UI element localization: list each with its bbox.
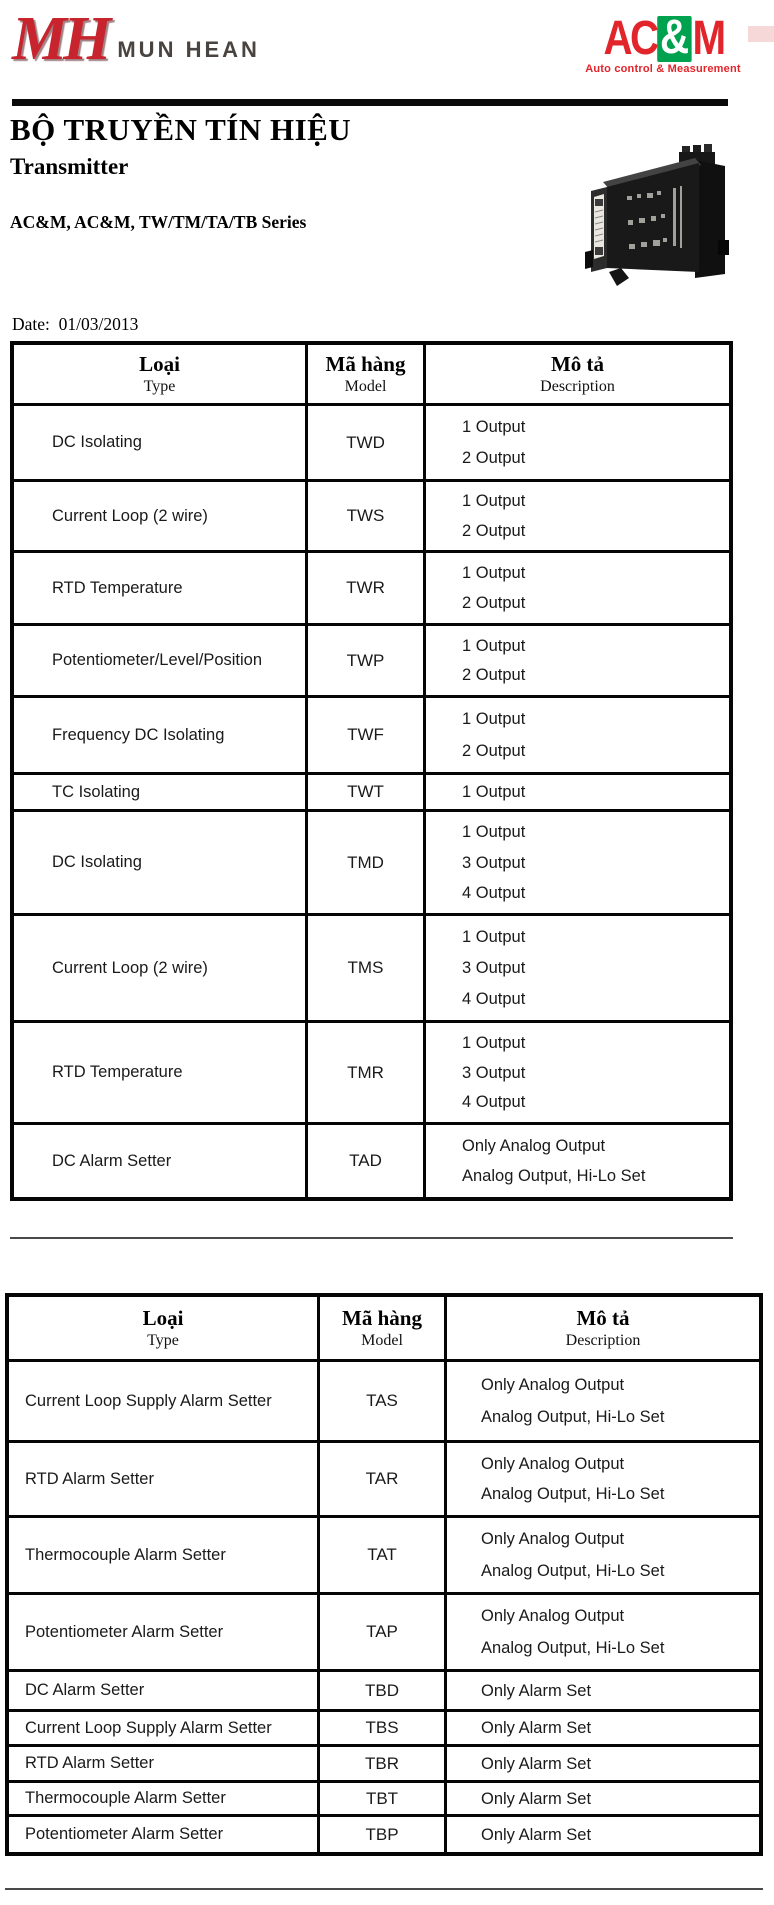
description-line: Analog Output, Hi-Lo Set — [481, 1408, 665, 1427]
model-cell: TBR — [317, 1747, 444, 1780]
model-cell: TAT — [317, 1518, 444, 1592]
table-underline — [5, 1888, 763, 1890]
type-cell: TC Isolating — [52, 782, 141, 801]
description-line: 2 Output — [462, 594, 526, 612]
header-ma-hang: Mã hàng — [325, 351, 406, 376]
type-cell: RTD Temperature — [52, 1063, 183, 1081]
description-line: Analog Output, Hi-Lo Set — [481, 1561, 665, 1580]
column-header-model — [305, 345, 423, 403]
description-cell — [444, 1443, 759, 1515]
model-cell: TAS — [317, 1362, 444, 1440]
type-cell: Current Loop Supply Alarm Setter — [25, 1391, 272, 1410]
type-cell: Thermocouple Alarm Setter — [25, 1545, 226, 1564]
description-cell — [423, 698, 729, 772]
column-header-type — [9, 1297, 317, 1359]
type-cell: Current Loop Supply Alarm Setter — [25, 1718, 272, 1737]
description-line: Only Analog Output — [481, 1454, 625, 1473]
description-line: 1 Output — [462, 636, 526, 655]
description-line: 3 Output — [462, 853, 526, 872]
type-cell: DC Isolating — [52, 433, 142, 451]
header-model: Model — [361, 1331, 403, 1349]
table-row — [9, 1709, 759, 1744]
mh-monogram-icon: MH — [12, 5, 108, 73]
table-row — [9, 1814, 759, 1852]
table-header-row — [14, 345, 729, 406]
transmitter-product-photo — [583, 144, 741, 292]
type-cell: Potentiometer Alarm Setter — [25, 1622, 224, 1641]
alarm-setter-table — [5, 1293, 763, 1856]
table-row — [9, 1780, 759, 1814]
model-cell: TBT — [317, 1783, 444, 1814]
model-cell: TBD — [317, 1672, 444, 1709]
type-cell: DC Alarm Setter — [25, 1681, 145, 1699]
description-line: Analog Output, Hi-Lo Set — [462, 1167, 646, 1186]
table-row — [14, 479, 729, 550]
table-body — [9, 1362, 759, 1852]
description-cell — [423, 1023, 729, 1122]
description-line: Only Alarm Set — [481, 1789, 592, 1808]
header-mo-ta: Mô tả — [576, 1305, 630, 1330]
column-header-model — [317, 1297, 444, 1359]
header-divider — [12, 99, 728, 106]
model-cell: TBS — [317, 1712, 444, 1744]
description-line: 2 Output — [462, 666, 526, 685]
table-header-row — [9, 1297, 759, 1362]
table-row — [14, 406, 729, 479]
description-line: Analog Output, Hi-Lo Set — [481, 1638, 665, 1657]
description-line: 1 Output — [462, 928, 526, 946]
page-title-english: Transmitter — [10, 154, 129, 179]
table-body — [14, 406, 729, 1197]
description-cell — [444, 1595, 759, 1669]
model-cell: TAP — [317, 1595, 444, 1669]
model-cell: TWF — [305, 698, 423, 772]
table-row — [9, 1440, 759, 1515]
type-cell: Frequency DC Isolating — [52, 725, 225, 744]
description-line: Only Analog Output — [462, 1136, 606, 1155]
type-cell: RTD Alarm Setter — [25, 1469, 154, 1488]
description-line: Only Analog Output — [481, 1530, 625, 1549]
description-cell — [444, 1747, 759, 1780]
description-line: 3 Output — [462, 1063, 526, 1082]
type-cell: Potentiometer Alarm Setter — [25, 1825, 224, 1843]
table-row — [14, 772, 729, 809]
description-line: Only Alarm Set — [481, 1719, 592, 1737]
description-line: 4 Output — [462, 1093, 526, 1112]
header-mo-ta: Mô tả — [550, 351, 605, 376]
description-line: 2 Output — [462, 449, 526, 467]
type-cell: Current Loop (2 wire) — [52, 958, 208, 977]
acm-ampersand-icon: & — [657, 16, 691, 62]
acm-logo-letters — [602, 11, 724, 65]
table-row — [9, 1592, 759, 1669]
table-row — [9, 1669, 759, 1709]
description-line: Only Alarm Set — [481, 1681, 592, 1700]
model-cell: TWS — [305, 482, 423, 550]
table-row — [14, 913, 729, 1020]
type-cell: Potentiometer/Level/Position — [52, 651, 263, 669]
description-cell — [423, 482, 729, 550]
series-subtitle: AC&M, AC&M, TW/TM/TA/TB Series — [10, 212, 307, 232]
header-description: Description — [540, 377, 615, 395]
description-line: Analog Output, Hi-Lo Set — [481, 1485, 665, 1504]
description-line: Only Alarm Set — [481, 1825, 592, 1844]
table-row — [14, 623, 729, 695]
type-cell: RTD Temperature — [52, 578, 183, 597]
table-row — [14, 1020, 729, 1122]
model-cell: TAD — [305, 1125, 423, 1197]
description-line: 1 Output — [462, 823, 526, 842]
model-cell: TWD — [305, 406, 423, 479]
description-cell — [444, 1783, 759, 1814]
header-type: Type — [143, 377, 176, 395]
description-cell — [444, 1712, 759, 1744]
description-line: 1 Output — [462, 710, 526, 729]
table-row — [9, 1362, 759, 1440]
header-loai: Loại — [139, 351, 180, 376]
model-cell: TMD — [305, 812, 423, 913]
model-cell: TWT — [305, 775, 423, 809]
type-cell: DC Alarm Setter — [52, 1151, 172, 1170]
acm-tagline: Auto control & Measurement — [585, 63, 741, 75]
description-cell — [423, 553, 729, 623]
type-cell: DC Isolating — [52, 853, 142, 871]
scan-artifact — [748, 26, 774, 42]
column-header-description — [423, 345, 729, 403]
description-line: 1 Output — [462, 783, 526, 801]
type-cell: RTD Alarm Setter — [25, 1754, 154, 1772]
description-cell — [444, 1362, 759, 1440]
model-cell: TWR — [305, 553, 423, 623]
description-line: Only Alarm Set — [481, 1754, 592, 1773]
table-underline — [10, 1237, 733, 1239]
acm-logo — [578, 11, 748, 75]
header-model: Model — [344, 377, 387, 395]
table-row — [14, 809, 729, 913]
description-line: 4 Output — [462, 883, 526, 902]
table-row — [9, 1515, 759, 1592]
description-cell — [423, 406, 729, 479]
type-cell: Current Loop (2 wire) — [52, 506, 208, 525]
header-type: Type — [147, 1331, 179, 1349]
acm-m-letter: M — [691, 12, 724, 65]
description-line: 1 Output — [462, 564, 526, 582]
type-cell: Thermocouple Alarm Setter — [25, 1789, 226, 1807]
description-cell — [423, 916, 729, 1020]
model-cell: TAR — [317, 1443, 444, 1515]
description-line: 2 Output — [462, 741, 526, 760]
description-line: 3 Output — [462, 959, 526, 977]
model-cell: TBP — [317, 1817, 444, 1852]
description-line: 1 Output — [462, 1033, 526, 1052]
description-cell — [423, 1125, 729, 1197]
model-cell: TMS — [305, 916, 423, 1020]
column-header-description — [444, 1297, 759, 1359]
table-row — [14, 695, 729, 772]
description-cell — [423, 775, 729, 809]
description-cell — [444, 1518, 759, 1592]
description-line: 2 Output — [462, 521, 526, 540]
table-row — [9, 1744, 759, 1780]
mun-hean-wordmark: MUN HEAN — [117, 37, 260, 62]
description-cell — [444, 1672, 759, 1709]
description-line: Only Analog Output — [481, 1607, 625, 1626]
description-line: 1 Output — [462, 418, 526, 436]
model-cell: TMR — [305, 1023, 423, 1122]
description-line: 1 Output — [462, 492, 526, 511]
description-cell — [423, 812, 729, 913]
transmitter-photo-graphic — [583, 144, 741, 292]
mun-hean-logo — [12, 5, 260, 73]
acm-ac-letters: AC — [602, 12, 657, 65]
table-row — [14, 550, 729, 623]
description-cell — [444, 1817, 759, 1852]
date-label: Date: 01/03/2013 — [12, 314, 139, 334]
table-row — [14, 1122, 729, 1197]
header-description: Description — [565, 1331, 641, 1349]
header-ma-hang: Mã hàng — [342, 1305, 422, 1330]
transmitter-table — [10, 341, 733, 1201]
description-line: Only Analog Output — [481, 1375, 625, 1394]
header-loai: Loại — [142, 1305, 184, 1330]
description-line: 4 Output — [462, 990, 526, 1008]
page-title-vietnamese: BỘ TRUYỀN TÍN HIỆU — [10, 112, 352, 147]
model-cell: TWP — [305, 626, 423, 695]
column-header-type — [14, 345, 305, 403]
description-cell — [423, 626, 729, 695]
